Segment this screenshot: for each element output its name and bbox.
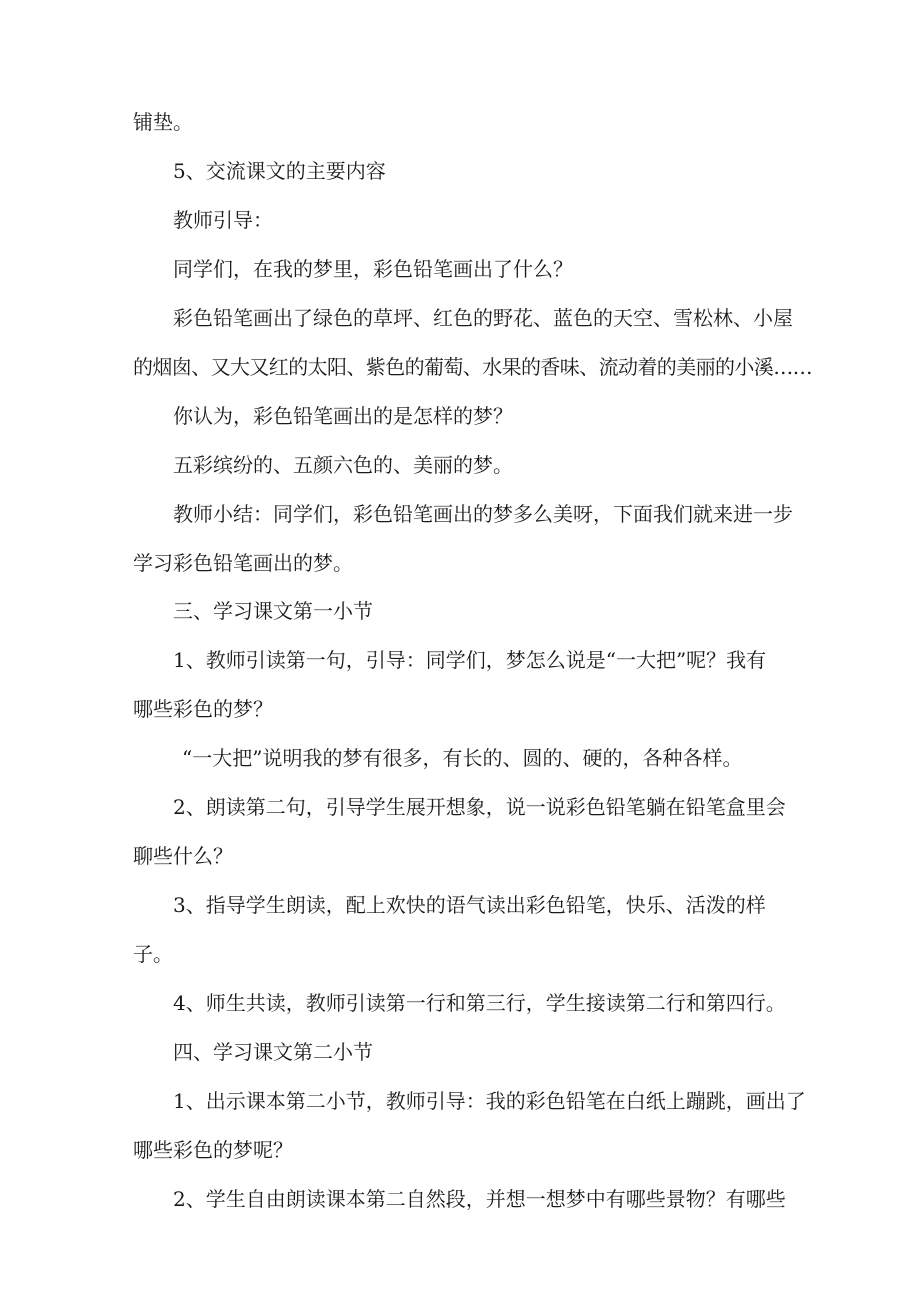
paragraph-line: 彩色铅笔画出了绿色的草坪、红色的野花、蓝色的天空、雪松林、小屋: [173, 306, 793, 330]
paragraph-line: “一大把”说明我的梦有很多，有长的、圆的、硬的，各种各样。: [182, 746, 743, 770]
paragraph-line: 教师引导：: [173, 208, 273, 232]
paragraph-line: 的烟囱、又大又红的太阳、紫色的葡萄、水果的香味、流动着的美丽的小溪……: [133, 355, 812, 379]
section-heading: 三、学习课文第一小节: [173, 599, 373, 623]
paragraph-line: 哪些彩色的梦？: [133, 697, 273, 721]
paragraph-line: 哪些彩色的梦呢？: [133, 1138, 293, 1162]
paragraph-line: 学习彩色铅笔画出的梦。: [133, 551, 353, 575]
paragraph-line: 你认为，彩色铅笔画出的是怎样的梦？: [173, 404, 513, 428]
paragraph-line: 铺垫。: [133, 110, 193, 134]
paragraph-line: 子。: [133, 942, 173, 966]
paragraph-line: 3、指导学生朗读，配上欢快的语气读出彩色铅笔，快乐、活泼的样: [173, 893, 766, 917]
paragraph-line: 4、师生共读，教师引读第一行和第三行，学生接读第二行和第四行。: [173, 991, 786, 1015]
paragraph-line: 2、学生自由朗读课本第二自然段，并想一想梦中有哪些景物？有哪些: [173, 1187, 786, 1211]
paragraph-line: 五彩缤纷的、五颜六色的、美丽的梦。: [173, 453, 513, 477]
section-heading: 四、学习课文第二小节: [173, 1040, 373, 1064]
paragraph-line: 聊些什么？: [133, 844, 233, 868]
paragraph-line: 2、朗读第二句，引导学生展开想象，说一说彩色铅笔躺在铅笔盒里会: [173, 795, 786, 819]
paragraph-line: 1、出示课本第二小节，教师引导：我的彩色铅笔在白纸上蹦跳，画出了: [173, 1089, 806, 1113]
paragraph-line: 1、教师引读第一句，引导：同学们，梦怎么说是“一大把”呢？我有: [173, 648, 767, 672]
section-heading: 5、交流课文的主要内容: [173, 159, 386, 183]
paragraph-line: 同学们，在我的梦里，彩色铅笔画出了什么？: [173, 257, 573, 281]
paragraph-line: 教师小结：同学们，彩色铅笔画出的梦多么美呀，下面我们就来进一步: [173, 502, 793, 526]
